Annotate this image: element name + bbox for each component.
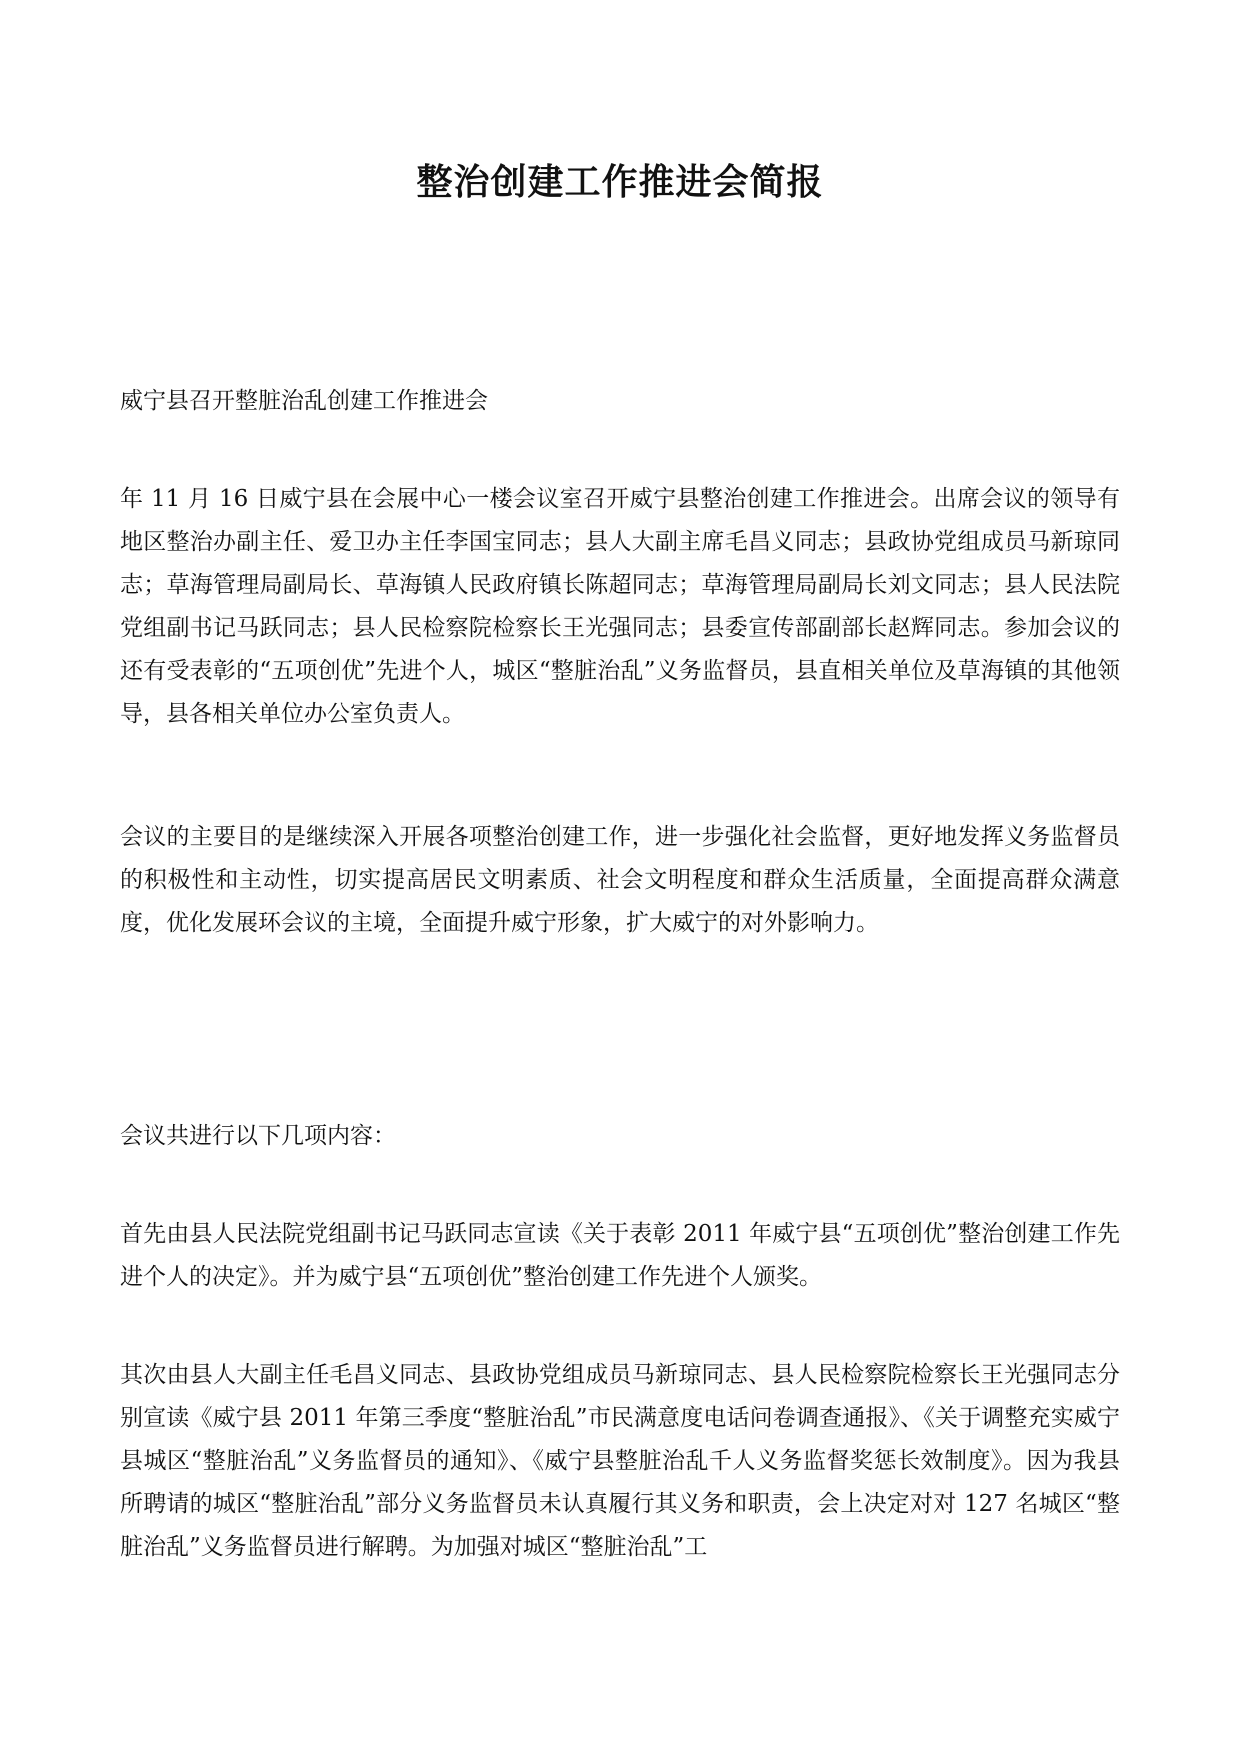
- paragraph-agenda-intro: 会议共进行以下几项内容：: [120, 1123, 396, 1149]
- paragraph-attendees: 年 11 月 16 日威宁县在会展中心一楼会议室召开威宁县整治创建工作推进会。出席会议的领导有地区整治办副主任、爱卫办主任李国宝同志；县人大副主席毛昌义同志；县政协党组成员马新琼同志；草海管理局副局长、草海镇人民政府镇长陈超同志；草海管理局副局长刘文同志；县人民法院党组副书记马跃同志；县人民检察院检察长王光强同志；县委宣传部副部长赵辉同志。参加会议的还有受表彰的“五项创优”先进个人，城区“整脏治乱”义务监督员，县直相关单位及草海镇的其他领导，县各相关单位办公室负责人。: [120, 486, 1120, 727]
- paragraph-first-item: 首先由县人民法院党组副书记马跃同志宣读《关于表彰 2011 年威宁县“五项创优”整治创建工作先进个人的决定》。并为威宁县“五项创优”整治创建工作先进个人颁奖。: [120, 1221, 1120, 1290]
- document-title: 整治创建工作推进会简报: [416, 161, 824, 203]
- paragraph-purpose: 会议的主要目的是继续深入开展各项整治创建工作，进一步强化社会监督，更好地发挥义务监督员的积极性和主动性，切实提高居民文明素质、社会文明程度和群众生活质量，全面提高群众满意度，优化发展环会议的主境，全面提升威宁形象，扩大威宁的对外影响力。: [120, 824, 1120, 936]
- paragraph-second-item: 其次由县人大副主任毛昌义同志、县政协党组成员马新琼同志、县人民检察院检察长王光强同志分别宣读《威宁县 2011 年第三季度“整脏治乱”市民满意度电话问卷调查通报》、《关于调整充实威宁县城区“整脏治乱”义务监督员的通知》、《威宁县整脏治乱千人义务监督奖惩长效制度》。因为我县所聘请的城区“整脏治乱”部分义务监督员未认真履行其义务和职责，会上决定对对 127 名城区“整脏治乱”义务监督员进行解聘。为加强对城区“整脏治乱”工: [120, 1362, 1120, 1560]
- document-subtitle: 威宁县召开整脏治乱创建工作推进会: [120, 388, 488, 414]
